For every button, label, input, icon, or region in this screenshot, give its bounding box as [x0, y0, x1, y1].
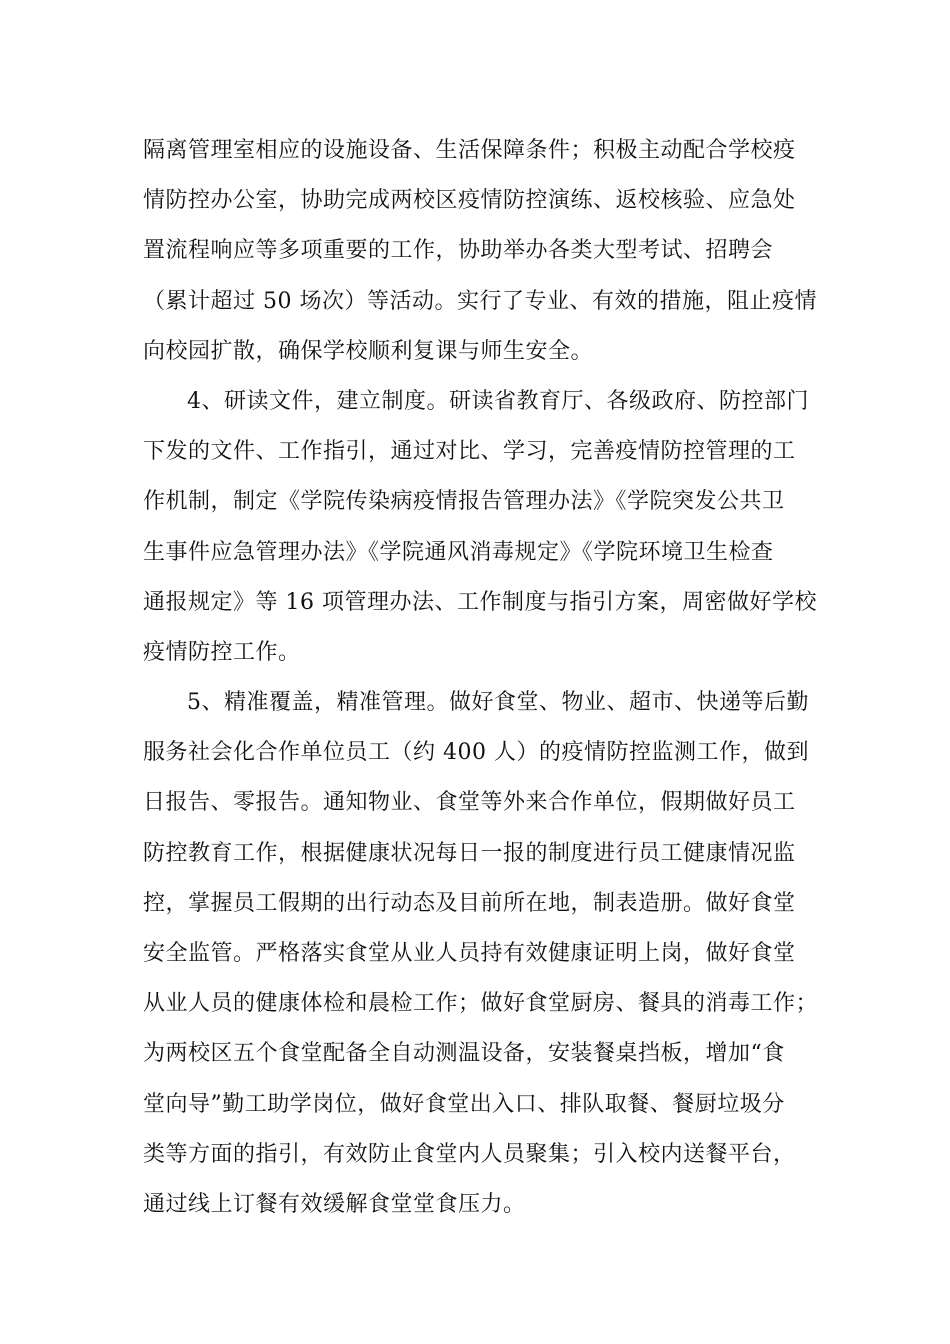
text-line: 下发的文件、工作指引，通过对比、学习，完善疫情防控管理的工	[143, 439, 796, 465]
paragraph-4-first-line: 4、研读文件，建立制度。研读省教育厅、各级政府、防控部门	[187, 388, 809, 414]
text-line: （累计超过 50 场次）等活动。实行了专业、有效的措施，阻止疫情	[143, 288, 817, 314]
text-line: 向校园扩散，确保学校顺利复课与师生安全。	[143, 338, 594, 364]
text-line: 通报规定》等 16 项管理办法、工作制度与指引方案，周密做好学校	[143, 589, 817, 615]
text-line: 服务社会化合作单位员工（约 400 人）的疫情防控监测工作，做到	[143, 740, 809, 766]
text-line: 防控教育工作，根据健康状况每日一报的制度进行员工健康情况监	[143, 840, 796, 866]
text-line: 类等方面的指引，有效防止食堂内人员聚集；引入校内送餐平台，	[143, 1141, 796, 1167]
text-line: 控，掌握员工假期的出行动态及目前所在地，制表造册。做好食堂	[143, 890, 796, 916]
text-line: 疫情防控工作。	[143, 639, 301, 665]
text-line: 日报告、零报告。通知物业、食堂等外来合作单位，假期做好员工	[143, 790, 796, 816]
text-line: 作机制，制定《学院传染病疫情报告管理办法》《学院突发公共卫	[143, 489, 785, 515]
text-line: 为两校区五个食堂配备全自动测温设备，安装餐桌挡板，增加“食	[143, 1041, 785, 1067]
text-line: 通过线上订餐有效缓解食堂堂食压力。	[143, 1191, 526, 1217]
text-line: 生事件应急管理办法》《学院通风消毒规定》《学院环境卫生检查	[143, 539, 774, 565]
text-line: 置流程响应等多项重要的工作，协助举办各类大型考试、招聘会	[143, 238, 774, 264]
text-line: 隔离管理室相应的设施设备、生活保障条件；积极主动配合学校疫	[143, 138, 796, 163]
text-line: 堂向导”勤工助学岗位，做好食堂出入口、排队取餐、餐厨垃圾分	[143, 1091, 785, 1117]
text-line: 情防控办公室，协助完成两校区疫情防控演练、返校核验、应急处	[143, 188, 796, 214]
text-line: 安全监管。严格落实食堂从业人员持有效健康证明上岗，做好食堂	[143, 941, 796, 966]
body-text	[143, 126, 819, 1230]
text-line: 从业人员的健康体检和晨检工作；做好食堂厨房、餐具的消毒工作；	[143, 991, 819, 1017]
paragraph-5-first-line: 5、精准覆盖，精准管理。做好食堂、物业、超市、快递等后勤	[187, 690, 809, 716]
